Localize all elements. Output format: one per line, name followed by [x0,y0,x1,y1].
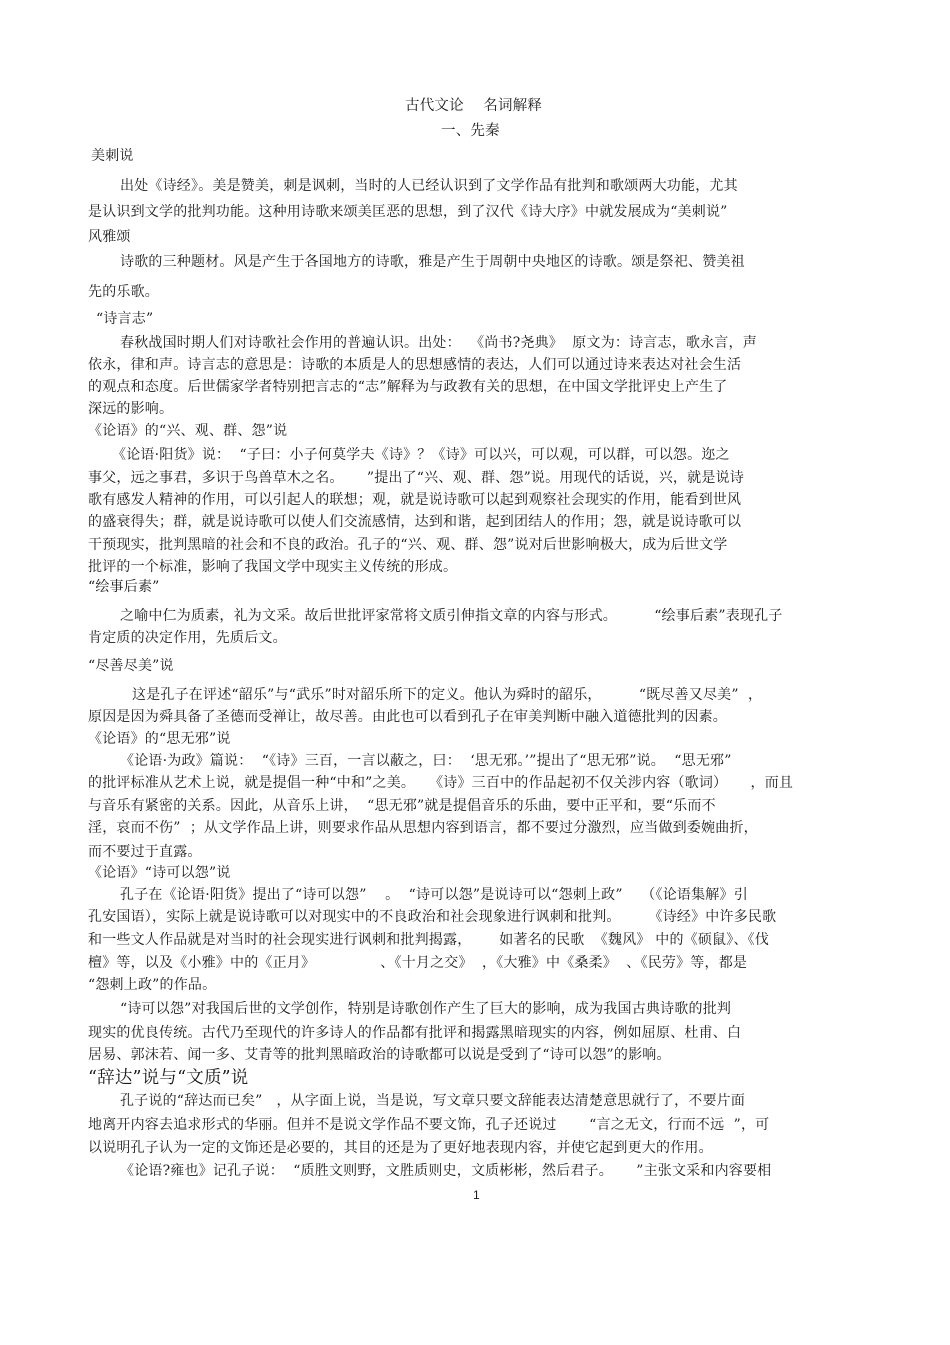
paragraph-line: 而不要过于直露。 [88,844,202,860]
term-heading: 《论语》的“兴、观、群、怨”说 [88,423,288,439]
paragraph-line: 批评的一个标准，影响了我国文学中现实主义传统的形成。 [88,559,458,575]
paragraph-line: 是认识到文学的批判功能。这种用诗歌来颂美匡恶的思想，到了汉代《诗大序》中就发展成为“美刺说” [88,204,728,220]
paragraph-line: 檀》等，以及《小雅》中的《正月》 、《十月之交》 ，《大雅》中《桑柔》 、《民劳》等，都是 [88,955,748,971]
paragraph-line: 原因是因为舜具备了圣德而受禅让，故尽善。由此也可以看到孔子在审美判断中融入道德批判的因素。 [88,709,727,725]
paragraph-line: 孔子在《论语·阳货》提出了“诗可以怨” 。 “诗可以怨”是说诗可以“怨刺上政” （《论语集解》引 [120,887,748,903]
paragraph-line: 春秋战国时期人们对诗歌社会作用的普遍认识。出处： 《尚书?尧典》 原文为：诗言志，歌永言，声 [120,335,757,351]
paragraph-line: 干预现实，批判黑暗的社会和不良的政治。孔子的“兴、观、群、怨”说对后世影响极大，成为后世文学 [88,537,728,553]
paragraph-line: 淫，哀而不伤” ；从文学作品上讲，则要求作品从思想内容到语言，都不要过分激烈，应当做到委婉曲折， [88,820,758,836]
term-heading: 美刺说 [91,148,134,164]
page-number: 1 [473,1188,480,1202]
paragraph-line: 出处《诗经》。美是赞美，刺是讽刺，当时的人已经认识到了文学作品有批判和歌颂两大功能，尤其 [120,178,738,194]
paragraph-line: 的盛衰得失；群，就是说诗歌可以使人们交流感情，达到和谐，起到团结人的作用；怨，就是说诗歌可以 [88,514,742,530]
paragraph-line: 与音乐有紧密的关系。因此，从音乐上讲， “思无邪”就是提倡音乐的乐曲，要中正平和，要“乐而不 [88,798,716,814]
paragraph-line: 《论语·为政》篇说： “《诗》三百，一言以蔽之，曰： ‘思无邪。’”提出了“思无邪”说。 “思无邪” [120,753,732,769]
document-title: 古代文论 名词解释 [405,98,543,114]
section-heading: 一、先秦 [441,123,500,139]
term-heading: 《论语》“诗可以怨”说 [88,865,231,881]
term-heading: 风雅颂 [88,229,131,245]
term-heading: “绘事后素” [88,579,160,595]
term-heading: “诗言志” [96,311,154,327]
paragraph-line: 和一些文人作品就是对当时的社会现实进行讽刺和批判揭露， 如著名的民歌 《魏风》 中的《硕鼠》、《伐 [88,932,770,948]
paragraph-line: 之喻中仁为质素，礼为文采。故后世批评家常将文质引伸指文章的内容与形式。 “绘事后素”表现孔子 [120,608,783,624]
paragraph-line: 先的乐歌。 [88,284,159,300]
paragraph-line: 这是孔子在评述“韶乐”与“武乐”时对韶乐所下的定义。他认为舜时的韶乐， “既尽善又尽美” ， [132,687,763,703]
paragraph-line: 深远的影响。 [88,401,174,417]
paragraph-line: “诗可以怨”对我国后世的文学创作，特别是诗歌创作产生了巨大的影响，成为我国古典诗歌的批判 [120,1001,732,1017]
paragraph-line: 地离开内容去追求形式的华丽。但并不是说文学作品不要文饰，孔子还说过 “言之无文，行而不远 ”，可 [88,1117,770,1133]
paragraph-line: 《论语?雍也》记孔子说： “质胜文则野，文胜质则史，文质彬彬，然后君子。 ”主张文采和内容要相 [120,1163,772,1179]
paragraph-line: “怨刺上政”的作品。 [88,977,217,993]
paragraph-line: 诗歌的三种题材。风是产生于各国地方的诗歌，雅是产生于周朝中央地区的诗歌。颂是祭祀、赞美祖 [120,254,745,270]
paragraph-line: 孔安国语），实际上就是说诗歌可以对现实中的不良政治和社会现象进行讽刺和批判。 《诗经》中许多民歌 [88,909,777,925]
term-heading: 《论语》的“思无邪”说 [88,731,231,747]
paragraph-line: 的观点和态度。后世儒家学者特别把言志的“志”解释为与政教有关的思想，在中国文学批评史上产生了 [88,379,728,395]
paragraph-line: 现实的优良传统。古代乃至现代的许多诗人的作品都有批评和揭露黑暗现实的内容，例如屈原、杜甫、白 [88,1025,742,1041]
paragraph-line: 以说明孔子认为一定的文饰还是必要的，其目的还是为了更好地表现内容，并使它起到更大的作用。 [88,1140,713,1156]
paragraph-line: 孔子说的“辞达而已矣” ，从字面上说，当是说，写文章只要文辞能表达清楚意思就行了，不要片面 [120,1093,746,1109]
term-heading: “尽善尽美”说 [88,658,174,674]
paragraph-line: 《论语·阳货》说： “子曰：小子何莫学夫《诗》？《诗》可以兴，可以观，可以群，可以怨。迩之 [112,447,730,463]
paragraph-line: 的批评标准从艺术上说，就是提倡一种“中和”之美。 《诗》三百中的作品起初不仅关涉内容（歌词） ，而且 [88,775,794,791]
paragraph-line: 居易、郭沫若、闻一多、艾青等的批判黑暗政治的诗歌都可以说是受到了“诗可以怨”的影响。 [88,1047,671,1063]
term-heading: “辞达”说与“文质”说 [88,1068,249,1088]
paragraph-line: 肯定质的决定作用，先质后文。 [88,630,287,646]
paragraph-line: 歌有感发人精神的作用，可以引起人的联想；观，就是说诗歌可以起到观察社会现实的作用，能看到世风 [88,492,742,508]
paragraph-line: 依永，律和声。诗言志的意思是：诗歌的本质是人的思想感情的表达，人们可以通过诗来表达对社会生活 [88,357,742,373]
paragraph-line: 事父，远之事君，多识于鸟兽草木之名。 ”提出了“兴、观、群、怨”说。用现代的话说，兴，就是说诗 [88,470,744,486]
